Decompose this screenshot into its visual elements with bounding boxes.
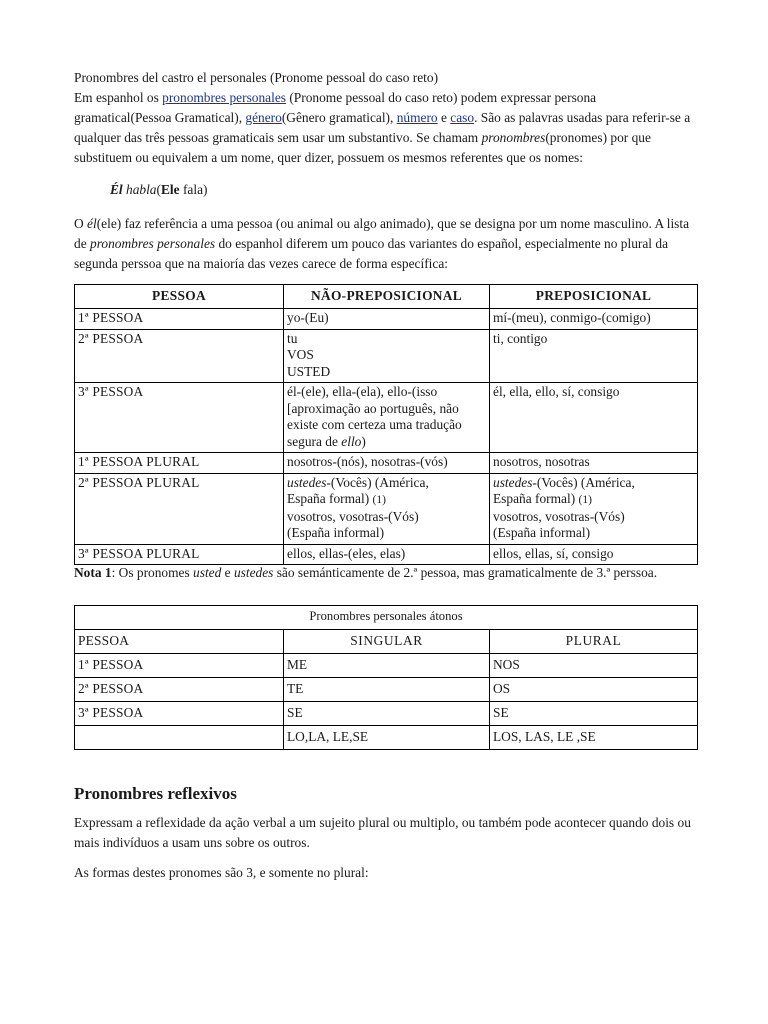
example-sentence <box>74 180 696 200</box>
note-label: Nota 1 <box>74 565 112 580</box>
text-run-italic: pronombres personales <box>90 236 216 251</box>
table-caption-row <box>75 605 698 629</box>
cell-preposicional: él, ella, ello, sí, consigo <box>490 383 698 453</box>
cell-pessoa: 2ª PESSOA PLURAL <box>75 473 284 544</box>
table-row <box>75 329 698 383</box>
text-run: (Gênero gramatical), <box>281 110 397 125</box>
cell-nao-preposicional: ellos, ellas-(eles, elas) <box>284 544 490 565</box>
cell-nao-preposicional <box>284 329 490 383</box>
header-pessoa: PESSOA <box>75 629 284 653</box>
table-caption: Pronombres personales átonos <box>75 605 698 629</box>
text-run-italic: él <box>87 216 97 231</box>
text-run: ( <box>156 182 161 197</box>
footnote-marker: (1) <box>372 494 386 506</box>
reflexivos-paragraph: Expressam a reflexidade da ação verbal a um sujeito plural ou multiplo, ou também pode acontecer quando dois ou mais indivíduos a usam uns sobre os outros. <box>74 814 691 850</box>
table-row <box>75 383 698 453</box>
cell-pessoa: 1ª PESSOA <box>75 653 284 677</box>
cell-plural: OS <box>490 677 698 701</box>
example-el: Él <box>110 182 123 197</box>
table-header-row <box>75 285 698 309</box>
reflexivos-forms-paragraph: As formas destes pronomes são 3, e somente no plural: <box>74 864 369 880</box>
text-run-italic: usted <box>193 565 222 580</box>
text-run-italic: pronombres <box>481 130 546 145</box>
cell-pessoa: 3ª PESSOA PLURAL <box>75 544 284 565</box>
text-run: -(Vocês) (América, <box>532 474 635 490</box>
text-run: : Os pronomes <box>111 565 194 580</box>
cell-preposicional <box>490 473 698 544</box>
text-run: él-(ele), ella-(ela), ello-(isso [aproximação ao português, não existe com certeza uma tradução segura de <box>287 384 462 449</box>
text-run: fala) <box>179 182 208 197</box>
text-run: (pronomes) por que substituem ou equivalem a um nome, quer dizer, possuem os mesmos referentes que os nomes: <box>74 130 651 165</box>
table-row <box>75 725 698 749</box>
cell-pessoa <box>75 725 284 749</box>
intro-paragraph <box>74 88 696 168</box>
footnote-marker: (1) <box>578 494 592 506</box>
cell-pessoa: 1ª PESSOA <box>75 309 284 330</box>
text-run: (España informal) <box>287 525 385 540</box>
text-run: (España informal) <box>493 525 591 540</box>
text-run: España formal) <box>287 491 373 506</box>
cell-preposicional: ti, contigo <box>490 329 698 383</box>
text-run: ) <box>361 433 366 449</box>
cell-preposicional: nosotros, nosotras <box>490 453 698 474</box>
header-singular: SINGULAR <box>284 629 490 653</box>
cell-plural: SE <box>490 701 698 725</box>
text-run-italic: ustedes <box>493 474 533 490</box>
table-row <box>75 309 698 330</box>
intro-heading-line: Pronombres del castro el personales (Pronome pessoal do caso reto) <box>74 70 439 85</box>
document-body <box>74 68 696 883</box>
table-row <box>75 677 698 701</box>
text-run: vosotros, vosotras-(Vós) <box>493 508 625 524</box>
table-row <box>75 653 698 677</box>
table-row <box>75 544 698 565</box>
text-run-italic: ustedes <box>287 474 327 490</box>
text-run: (Pronome pessoal do caso reto) podem expressar persona gramatical(Pessoa Gramatical), <box>74 90 597 125</box>
cell-singular: LO,LA, LE,SE <box>284 725 490 749</box>
cell-line: VOS <box>287 347 314 362</box>
text-run: O <box>74 216 88 231</box>
cell-line: USTED <box>287 363 331 379</box>
cell-singular: TE <box>284 677 490 701</box>
text-run: . São as palavras usadas para referir-se a qualquer das três pessoas gramaticais sem usar um substantivo. Se chamam <box>74 110 691 145</box>
cell-nao-preposicional: nosotros-(nós), nosotras-(vós) <box>284 453 490 474</box>
cell-plural: NOS <box>490 653 698 677</box>
header-plural: PLURAL <box>490 629 698 653</box>
table-row <box>75 453 698 474</box>
link-numero[interactable]: número <box>396 110 438 125</box>
cell-preposicional: mí-(meu), conmigo-(comigo) <box>490 309 698 330</box>
cell-pessoa: 1ª PESSOA PLURAL <box>75 453 284 474</box>
header-pessoa: PESSOA <box>75 285 284 309</box>
text-run: (ele) faz referência a uma pessoa (ou animal ou algo animado), que se designa por um nome masculino. A lista de <box>74 216 690 251</box>
cell-nao-preposicional: yo-(Eu) <box>284 309 490 330</box>
text-run-italic: ustedes <box>233 565 274 580</box>
link-pronombres-personales[interactable]: pronombres personales <box>162 90 286 105</box>
text-run: são semánticamente de 2.ª pessoa, mas gramaticalmente de 3.ª perssoa. <box>273 565 658 580</box>
note-paragraph <box>74 565 696 582</box>
cell-pessoa: 2ª PESSOA <box>75 329 284 383</box>
table-row <box>75 701 698 725</box>
link-caso[interactable]: caso <box>450 110 475 125</box>
cell-line: tu <box>287 330 298 346</box>
cell-preposicional: ellos, ellas, sí, consigo <box>490 544 698 565</box>
example-ele: Ele <box>160 182 180 197</box>
text-run: e <box>221 565 234 580</box>
cell-pessoa: 3ª PESSOA <box>75 383 284 453</box>
cell-singular: SE <box>284 701 490 725</box>
cell-nao-preposicional <box>284 473 490 544</box>
explanation-paragraph <box>74 214 696 274</box>
text-run: do espanhol diferem um pouco das variantes do español, especialmente no plural da segunda perssoa que na maioría das vezes carece de forma específica: <box>74 236 669 271</box>
personal-pronouns-table <box>74 284 698 565</box>
atonic-pronouns-table <box>74 605 698 750</box>
cell-singular: ME <box>284 653 490 677</box>
header-preposicional: PREPOSICIONAL <box>490 285 698 309</box>
section-heading-reflexivos: Pronombres reflexivos <box>74 783 237 803</box>
text-run: vosotros, vosotras-(Vós) <box>287 508 419 524</box>
text-run: Em espanhol os <box>74 90 163 105</box>
cell-plural: LOS, LAS, LE ,SE <box>490 725 698 749</box>
example-habla: habla <box>122 182 157 197</box>
text-run-italic: ello <box>341 433 362 449</box>
header-nao-preposicional: NÃO-PREPOSICIONAL <box>284 285 490 309</box>
link-genero[interactable]: género <box>245 110 282 125</box>
text-run: España formal) <box>493 491 579 506</box>
cell-nao-preposicional <box>284 383 490 453</box>
cell-pessoa: 3ª PESSOA <box>75 701 284 725</box>
table-row <box>75 473 698 544</box>
text-run: -(Vocês) (América, <box>326 474 429 490</box>
table-header-row <box>75 629 698 653</box>
text-run: e <box>437 110 451 125</box>
cell-pessoa: 2ª PESSOA <box>75 677 284 701</box>
